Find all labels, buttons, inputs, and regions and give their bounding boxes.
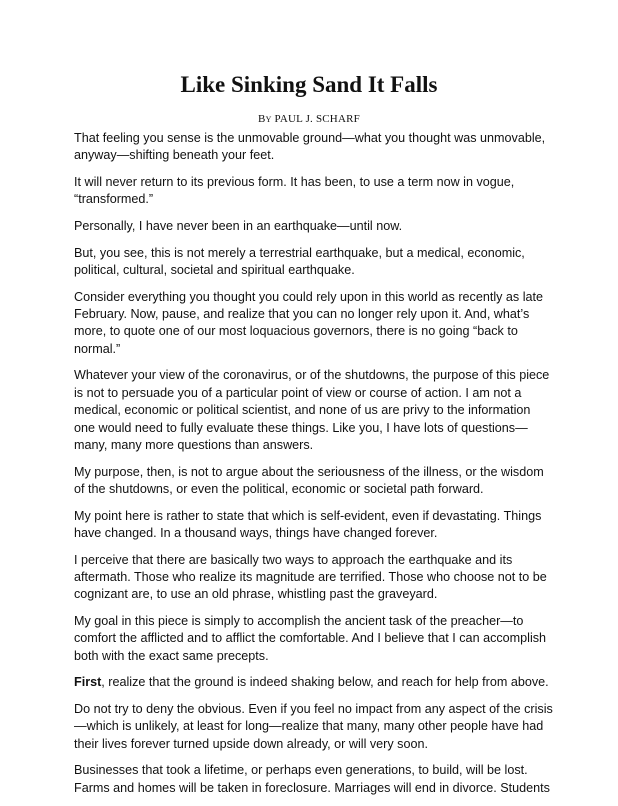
paragraph: Do not try to deny the obvious. Even if you feel no impact from any aspect of the crisis—which is unlikely, at least for long—realize that many, many other people have had their lives forever turned upside down already, or will very soon.: [74, 702, 553, 751]
paragraph: I perceive that there are basically two ways to approach the earthquake and its aftermath. Those who realize its magnitude are terrified. Those who choose not to be cognizant are, to use an old phrase, whistling past the graveyard.: [74, 552, 547, 602]
first-point-text: , realize that the ground is indeed shaking below, and reach for help from above.: [101, 675, 549, 690]
paragraph: Personally, I have never been in an earthquake—until now.: [74, 219, 403, 233]
paragraph: Businesses that took a lifetime, or perhaps even generations, to build, will be lost. Farms and homes will be taken in foreclosure. Marriages will end in divorce. Students: [74, 763, 550, 795]
paragraph: My purpose, then, is not to argue about the seriousness of the illness, or the wisdom of the shutdowns, or even the political, economic or societal path forward.: [74, 464, 544, 497]
paragraph: My goal in this piece is simply to accomplish the ancient task of the preacher—to comfort the afflicted and to afflict the comfortable. And I believe that I can accomplish both with the exact same precepts.: [74, 614, 547, 663]
article-title: Like Sinking Sand It Falls: [180, 72, 438, 97]
paragraph: Whatever your view of the coronavirus, or of the shutdowns, the purpose of this piece is not to persuade you of a particular point of view or course of action. I am not a medical, economic or political scientist, and none of us are privy to the information one would need to fully evaluate these things. Like you, I have lots of questions—many, many more questions than answers.: [74, 368, 550, 453]
paragraph-first-point: [74, 674, 554, 691]
paragraph: Consider everything you thought you could rely upon in this world as recently as late February. Now, pause, and realize that you can no longer rely upon it. And, what’s more, to quote one of our most loquacious governors, there is no going “back to normal.”: [74, 289, 544, 356]
article-byline: By PAUL J. SCHARF: [258, 113, 360, 125]
paragraph: It will never return to its previous form. It has been, to use a term now in vogue, “transformed.”: [74, 175, 515, 207]
article-body: [74, 130, 554, 806]
paragraph: That feeling you sense is the unmovable ground—what you thought was unmovable, anyway—shifting beneath your feet.: [74, 131, 546, 163]
paragraph: But, you see, this is not merely a terrestrial earthquake, but a medical, economic, political, cultural, societal and spiritual earthquake.: [74, 245, 525, 277]
first-point-lead: First: [74, 675, 102, 690]
paragraph: My point here is rather to state that which is self-evident, even if devastating. Things have changed. In a thousand ways, things have changed forever.: [74, 508, 542, 541]
